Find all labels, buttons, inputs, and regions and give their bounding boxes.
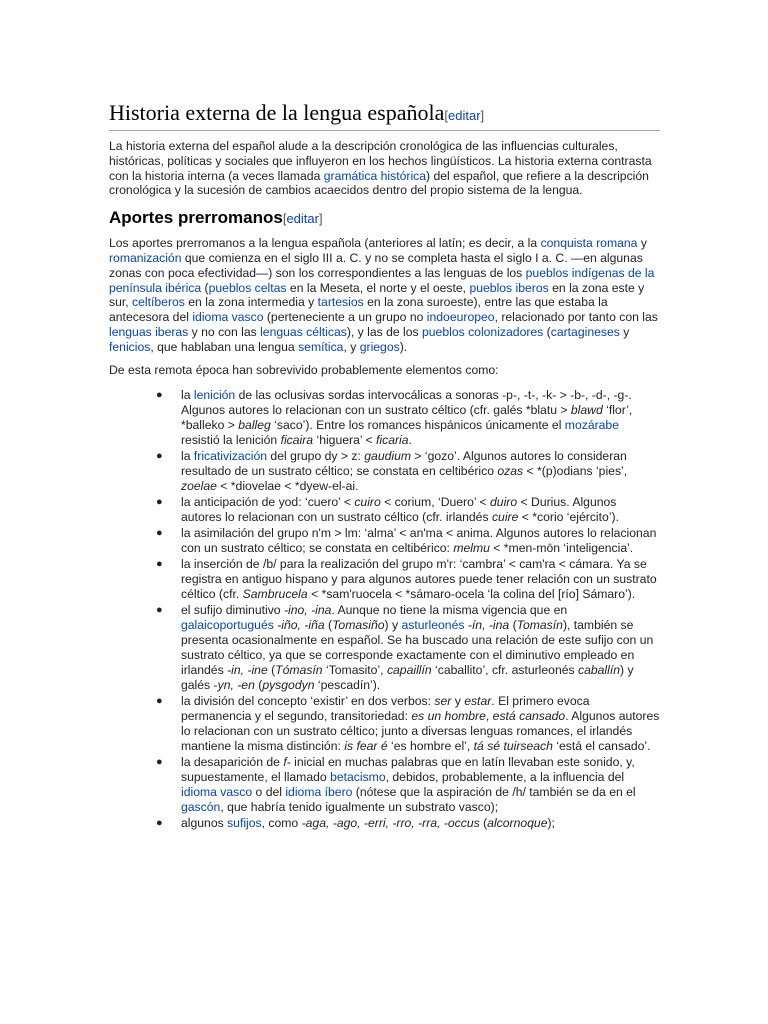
italic-term: -in, -ine: [227, 663, 268, 678]
text-run: Los aportes prerromanos a la lengua española (anteriores al latín; es decir, a la: [109, 236, 541, 251]
text-run: .: [408, 433, 412, 448]
list-item: [109, 388, 660, 448]
bullet-icon: ●: [156, 450, 163, 463]
italic-term: Tomasiño: [332, 618, 385, 633]
text-run: ) del español, que refiere a la descripción cronológica y la sucesión de cambios acaecidos dentro del propio sistema de la lengua.: [109, 168, 649, 198]
bullet-icon: ●: [156, 496, 163, 509]
wiki-link[interactable]: indoeuropeo: [426, 310, 495, 325]
text-run: ‘pescadín’).: [314, 678, 381, 693]
wiki-link[interactable]: gascón: [181, 800, 221, 815]
text-run: y: [451, 694, 465, 709]
text-run: (: [543, 324, 551, 339]
wiki-link[interactable]: pueblos celtas: [208, 280, 287, 295]
text-run: inicial en muchas palabras que en latín llevaban este sonido, y, supuestamente, el llamado: [181, 755, 635, 785]
bullet-icon: ●: [156, 558, 163, 571]
text-run: , relacionado por tanto con las: [494, 310, 658, 325]
intro-paragraph: [109, 139, 660, 198]
wiki-link[interactable]: gramática histórica: [323, 168, 427, 183]
italic-term: estar: [464, 694, 492, 709]
italic-term: tá sé tuirseach: [473, 739, 553, 754]
wiki-link[interactable]: cartagineses: [550, 324, 620, 339]
text-run: en la zona este y sur,: [109, 280, 645, 310]
heading-text: Aportes prerromanos: [109, 208, 283, 228]
text-run: ), y las de los: [346, 324, 422, 339]
edit-link[interactable]: editar: [448, 108, 481, 123]
text-run: La historia externa del español alude a la descripción cronológica de las influencias culturales, históricas, políticas y sociales que influyeron en los hechos lingüísticos. La historia externa contrasta con la historia interna (a veces llamada: [109, 139, 652, 183]
elementos-list: [109, 388, 660, 831]
italic-term: está cansado: [492, 709, 566, 724]
heading-historia-externa: [109, 100, 660, 131]
wiki-link[interactable]: conquista romana: [540, 236, 638, 251]
italic-term: is fear é: [344, 739, 388, 754]
wiki-link[interactable]: pueblos indígenas de la península ibérica: [109, 265, 655, 295]
text-run: < corium, ‘Duero’ <: [380, 495, 491, 510]
italic-term: Tomasín: [516, 618, 563, 633]
wiki-link[interactable]: idioma vasco: [181, 785, 253, 800]
italic-term: melmu: [453, 541, 490, 556]
italic-term: zoelae: [181, 479, 217, 494]
text-run: que comienza en el siglo III a. C. y no se completa hasta el siglo I a. C. —en algunas zonas con poca efectividad—) son los correspondientes a las lenguas de los: [109, 250, 643, 280]
text-run: (: [201, 280, 209, 295]
text-run: la inserción de /b/ para la realización del grupo m'r: ‘cambra’ < cam'ra < cámara. Ya se registra en antiguo hispano y para algunos autores puede tener relación con un sustrato céltico (cfr.: [181, 557, 657, 602]
text-run: y: [637, 236, 647, 251]
italic-term: ser: [434, 694, 452, 709]
text-run: ‘caballito’, cfr. asturleonés: [431, 663, 578, 678]
text-run: < *diovelae < *dyew-el-ai.: [216, 479, 359, 494]
wiki-link[interactable]: galaicoportugués: [181, 618, 274, 633]
italic-term: -ín, -ina: [467, 618, 510, 633]
text-run: ‘saco’). Entre los romances hispánicos únicamente el: [270, 418, 565, 433]
text-run: la división del concepto ‘existir’ en dos verbos:: [181, 694, 435, 709]
heading-aportes-prerromanos: [109, 207, 660, 230]
list-item: [109, 449, 660, 494]
italic-term: yn, -en: [217, 678, 255, 693]
wiki-link[interactable]: betacismo: [330, 770, 386, 785]
wiki-link[interactable]: lenguas iberas: [109, 324, 189, 339]
wiki-link[interactable]: pueblos colonizadores: [422, 324, 544, 339]
italic-term: balleg: [238, 418, 271, 433]
text-run: (nótese que la aspiración de /h/ también se da en el: [352, 785, 636, 800]
wiki-link[interactable]: celtíberos: [132, 295, 185, 310]
wiki-link[interactable]: mozárabe: [564, 418, 619, 433]
text-run: la desaparición de: [181, 755, 284, 770]
text-run: , y: [343, 339, 360, 354]
italic-term: caballín: [577, 663, 620, 678]
italic-term: -ino, -ina: [283, 603, 332, 618]
wiki-link[interactable]: pueblos iberos: [469, 280, 549, 295]
text-run: y: [619, 324, 630, 339]
list-item: [109, 603, 660, 693]
wiki-link[interactable]: idioma vasco: [192, 310, 264, 325]
italic-term: ficaira: [280, 433, 314, 448]
text-run: ‘flor’, *balleko >: [181, 403, 633, 433]
italic-term: duiro: [490, 495, 518, 510]
text-run: < Durius. Algunos autores lo relacionan con un sustrato céltico (cfr. irlandés: [181, 495, 617, 525]
italic-term: pysgodyn: [262, 678, 315, 693]
wiki-link[interactable]: sufijos: [227, 816, 262, 831]
text-run: la: [181, 388, 194, 403]
italic-term: es un hombre: [411, 709, 486, 724]
prerromanos-paragraph: [109, 236, 660, 354]
text-run: la anticipación de yod: ‘cuero’ <: [181, 495, 355, 510]
italic-term: cuiro: [354, 495, 381, 510]
italic-term: f-: [283, 755, 291, 770]
bullet-icon: ●: [156, 604, 163, 617]
text-run: < *men-mōn ‘inteligencia’.: [489, 541, 634, 556]
text-run: resistió la lenición: [181, 433, 281, 448]
italic-term: -aga, -ago, -erri, -rro, -rra, -occus: [301, 816, 480, 831]
text-run: en la Meseta, el norte y el oeste,: [286, 280, 470, 295]
wiki-link[interactable]: lenguas célticas: [260, 324, 347, 339]
wiki-link[interactable]: fenicios: [109, 339, 151, 354]
text-run: (: [324, 618, 333, 633]
text-run: , que habría tenido igualmente un substrato vasco);: [220, 800, 499, 815]
list-item: [109, 694, 660, 754]
text-run: , debidos, probablemente, a la influencia del: [385, 770, 625, 785]
wiki-link[interactable]: tartesios: [317, 295, 364, 310]
text-run: , como: [261, 816, 302, 831]
text-run: o del: [252, 785, 286, 800]
text-run: el sufijo diminutivo: [181, 603, 284, 618]
text-run: (perteneciente a un grupo no: [263, 310, 427, 325]
text-run: la: [181, 449, 194, 464]
wiki-link[interactable]: idioma íbero: [285, 785, 353, 800]
italic-term: Tómasín: [275, 663, 323, 678]
list-item: [109, 557, 660, 602]
text-run: en la zona suroeste), entre las que estaba la antecesora del: [109, 295, 608, 325]
text-run: > ‘gozo’. Algunos autores lo consideran resultado de un sustrato céltico; se constata en celtibérico: [181, 449, 627, 479]
wiki-link[interactable]: romanización: [109, 250, 182, 265]
edit-link[interactable]: editar: [286, 211, 319, 227]
text-run: ), también se presenta ocasionalmente en español. Se ha buscado una relación de este sufijo con un sustrato céltico, ya que se corresponde exactamente con el diminutivo empleado en irlandés: [181, 618, 654, 678]
text-run: (: [254, 678, 263, 693]
italic-term: alcornoque: [487, 816, 548, 831]
elementos-intro-paragraph: [109, 363, 660, 378]
text-run: ‘está el cansado’.: [552, 739, 651, 754]
text-run: en la zona intermedia y: [184, 295, 318, 310]
text-run: ) y: [384, 618, 402, 633]
text-run: de las oclusivas sordas intervocálicas a sonoras -p-, -t-, -k- > -b-, -d-, -g-. Algunos autores lo relacionan con un sustrato céltico (cfr. galés *blatu >: [181, 388, 632, 418]
text-run: ‘higuera’ <: [313, 433, 376, 448]
text-run: (: [509, 618, 517, 633]
italic-term: blawd: [570, 403, 603, 418]
list-item: [109, 526, 660, 556]
text-run: De esta remota época han sobrevivido probablemente elementos como:: [109, 362, 499, 377]
text-run: ,: [485, 709, 493, 724]
text-run: (: [267, 663, 276, 678]
text-run: < *corio ‘ejército’).: [518, 510, 619, 525]
wiki-link[interactable]: griegos: [359, 339, 400, 354]
wiki-link[interactable]: fricativización: [193, 449, 268, 464]
text-run: ).: [399, 339, 408, 354]
italic-term: ficaria: [376, 433, 409, 448]
edit-section-link: [editar]: [444, 108, 485, 123]
italic-term: ozas: [497, 464, 524, 479]
heading-text: Historia externa de la lengua española: [109, 100, 445, 125]
list-item: [109, 495, 660, 525]
italic-term: gaudium: [364, 449, 412, 464]
text-run: . Algunos autores lo relacionan con un sustrato céltico; junto a diversas lenguas romances, el irlandés mantiene la misma distinción:: [181, 709, 660, 754]
text-run: . El primero evoca permanencia y el segundo, transitoriedad:: [181, 694, 590, 724]
bullet-icon: ●: [156, 817, 163, 830]
edit-section-link: [editar]: [282, 211, 323, 227]
wiki-link[interactable]: asturleonés: [401, 618, 465, 633]
text-run: la asimilación del grupo n'm > lm: ‘alma’ < an'ma < anima. Algunos autores lo relacionan con un sustrato céltico; se constata en celtibérico:: [181, 526, 657, 556]
wiki-link[interactable]: semítica: [298, 339, 344, 354]
italic-term: cuire: [491, 510, 519, 525]
italic-term: -iño, -iña: [277, 618, 325, 633]
text-run: algunos: [181, 816, 228, 831]
bullet-icon: ●: [156, 389, 163, 402]
list-item: [109, 816, 660, 831]
list-item: [109, 755, 660, 815]
italic-term: capaillín: [386, 663, 432, 678]
wiki-link[interactable]: lenición: [193, 388, 236, 403]
bullet-icon: ●: [156, 756, 163, 769]
text-run: . Aunque no tiene la misma vigencia que en: [331, 603, 568, 618]
text-run: < *(p)odians ‘pies’,: [523, 464, 628, 479]
text-run: ) y galés -: [181, 663, 634, 693]
text-run: );: [547, 816, 555, 831]
text-run: , que hablaban una lengua: [150, 339, 299, 354]
text-run: ‘es hombre el’,: [387, 739, 474, 754]
article-content: [109, 100, 660, 832]
text-run: (: [479, 816, 488, 831]
text-run: < *sam'ruocela < *sámaro-ocela ‘la colina del [río] Sámaro’).: [307, 587, 636, 602]
bullet-icon: ●: [156, 527, 163, 540]
text-run: del grupo dy > z:: [267, 449, 365, 464]
text-run: y no con las: [188, 324, 261, 339]
italic-term: Sambrucela: [242, 587, 308, 602]
text-run: ‘Tomasito’,: [322, 663, 387, 678]
bullet-icon: ●: [156, 695, 163, 708]
